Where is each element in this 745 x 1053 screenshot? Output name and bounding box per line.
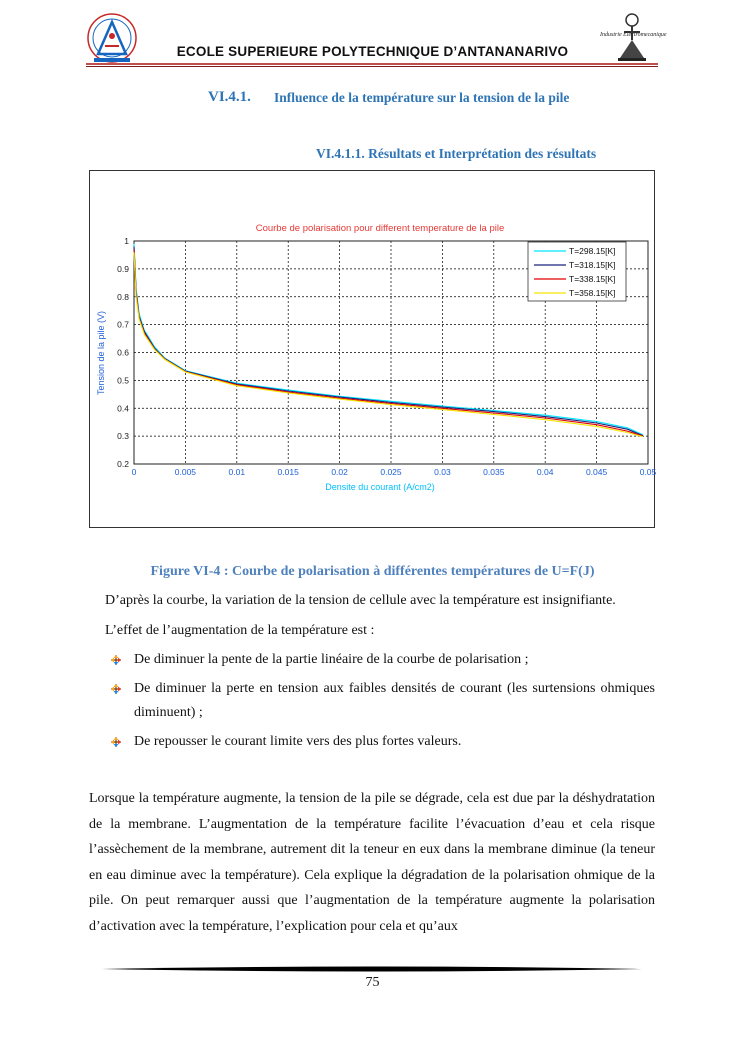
x-tick-label: 0	[131, 467, 137, 477]
y-axis-label: Tension de la pile (V)	[96, 310, 106, 396]
subsection-title: VI.4.1.1. Résultats et Interprétation des résultats	[316, 146, 597, 161]
x-axis-label: Densite du courant (A/cm2)	[325, 482, 435, 492]
y-tick-label: 0.2	[117, 459, 129, 469]
legend-label: T=318.15[K]	[569, 260, 616, 270]
x-tick-label: 0.005	[174, 467, 197, 477]
department-logo-text: Industrie Electromecanique	[600, 32, 667, 38]
x-tick-label: 0.02	[331, 467, 348, 477]
paragraph-effect-intro: L’effet de l’augmentation de la température est :	[105, 623, 375, 638]
header-rule	[86, 63, 658, 65]
polarization-chart	[90, 171, 657, 527]
header-rule-thin	[86, 66, 658, 67]
chart-title: Courbe de polarisation pour different temperature de la pile	[255, 223, 505, 234]
x-tick-label: 0.045	[585, 467, 608, 477]
figure-frame	[89, 170, 655, 528]
figure-caption: Figure VI-4 : Courbe de polarisation à différentes températures de U=F(J)	[150, 564, 595, 579]
chart-legend	[528, 242, 626, 301]
bullet-text: De diminuer la pente de la partie linéaire de la courbe de polarisation ;	[134, 652, 529, 667]
legend-label: T=338.15[K]	[569, 274, 616, 284]
x-tick-label: 0.03	[434, 467, 451, 477]
bullet-item	[110, 677, 655, 725]
arrow-bullet-icon	[110, 654, 122, 666]
x-tick-label: 0.015	[277, 467, 299, 477]
header-school-name: ECOLE SUPERIEURE POLYTECHNIQUE D’ANTANANARIVO	[176, 44, 569, 59]
paragraph-observation: D’après la courbe, la variation de la tension de cellule avec la température est insignifiante.	[105, 593, 616, 608]
y-tick-label: 0.5	[117, 375, 129, 386]
x-tick-label: 0.05	[639, 467, 657, 477]
arrow-bullet-icon	[110, 736, 122, 748]
bullet-item	[110, 730, 655, 754]
school-logo-left	[86, 10, 138, 68]
x-tick-label: 0.025	[380, 467, 402, 477]
x-tick-label: 0.01	[228, 467, 246, 477]
y-tick-label: 0.8	[117, 291, 129, 302]
x-tick-label: 0.04	[536, 467, 554, 477]
y-tick-label: 0.7	[117, 319, 129, 330]
section-title: Influence de la température sur la tension de la pile	[274, 90, 570, 105]
page-number: 75	[365, 975, 380, 990]
y-tick-label: 1	[124, 236, 129, 246]
y-tick-label: 0.4	[117, 403, 129, 414]
y-tick-label: 0.3	[117, 431, 129, 442]
bullet-text: De diminuer la perte en tension aux faibles densités de courant (les surtensions ohmiques diminuent) ;	[134, 681, 655, 720]
paragraph-discussion: Lorsque la température augmente, la tension de la pile se dégrade, cela est due par la déshydratation de la membrane. L’augmentation de la température facilite l’évacuation d’eau et cela risque l’assèchement de la membrane, autrement dit la teneur en eux dans la membrane diminue (la teneur en eau diminue avec la température). Cela explique la dégradation de la polarisation ohmique de la pile. On peut remarquer aussi que l’augmentation de la température augmente la polarisation d’activation avec la température, l’explication pour cela et qu’aux	[89, 791, 655, 934]
arrow-bullet-icon	[110, 683, 122, 695]
y-tick-label: 0.9	[117, 263, 129, 274]
y-tick-label: 0.6	[117, 347, 129, 358]
bullet-text: De repousser le courant limite vers des plus fortes valeurs.	[134, 734, 462, 749]
x-tick-label: 0.035	[483, 467, 505, 477]
legend-label: T=298.15[K]	[569, 246, 616, 256]
footer-rule	[102, 965, 642, 973]
section-number: VI.4.1.	[208, 89, 251, 105]
legend-label: T=358.15[K]	[569, 288, 616, 298]
bullet-item	[110, 648, 655, 672]
